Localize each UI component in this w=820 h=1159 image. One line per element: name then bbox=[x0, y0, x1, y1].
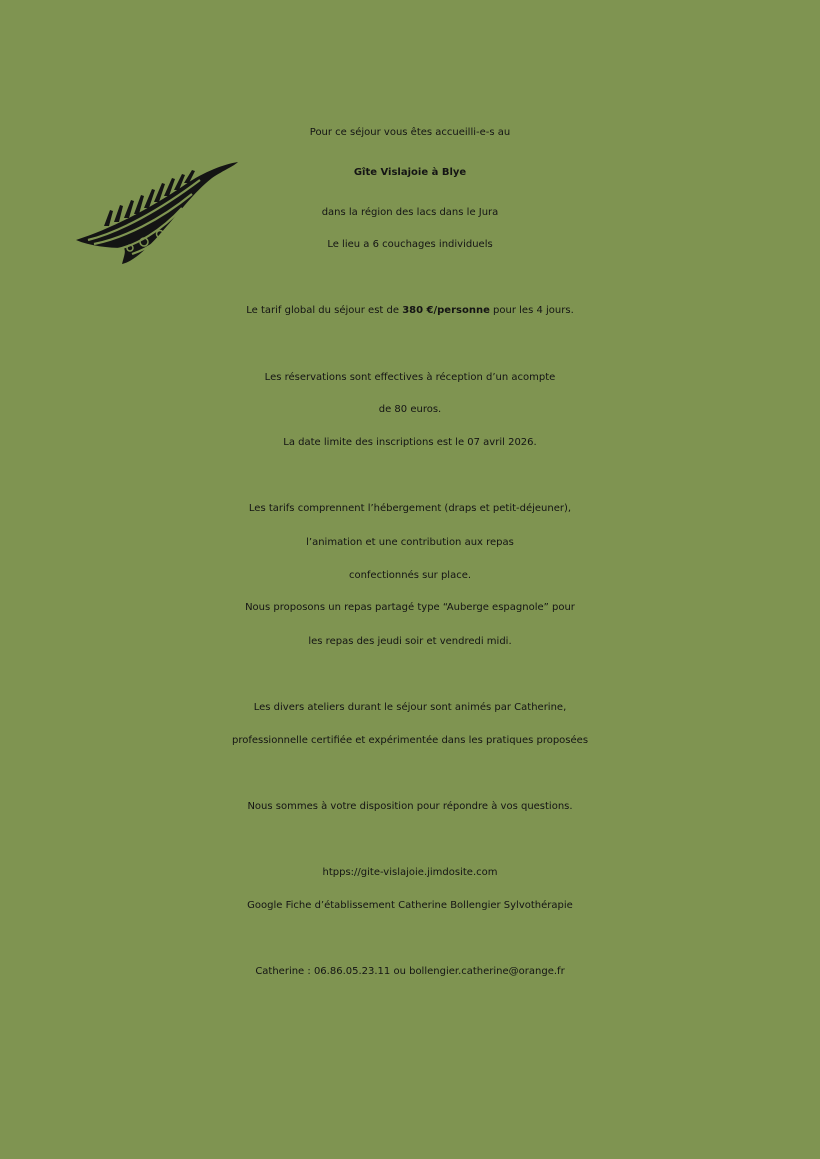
contact-text: Catherine : 06.86.05.23.11 ou bollengier.catherine@orange.fr bbox=[255, 966, 565, 977]
region-text: dans la région des lacs dans le Jura bbox=[321, 207, 499, 218]
included-line-2: l’animation et une contribution aux repas bbox=[306, 537, 514, 548]
included-line-5: les repas des jeudi soir et vendredi midi. bbox=[308, 636, 512, 647]
reservation-line-2: de 80 euros. bbox=[378, 404, 442, 415]
workshops-line-1: Les divers ateliers durant le séjour sont animés par Catherine, bbox=[253, 702, 567, 713]
beds-text: Le lieu a 6 couchages individuels bbox=[327, 239, 493, 250]
reservation-line-3: La date limite des inscriptions est le 07 avril 2026. bbox=[283, 437, 537, 448]
price-amount: 380 €/personne bbox=[402, 305, 490, 316]
reservation-line-1: Les réservations sont effectives à réception d’un acompte bbox=[264, 372, 556, 383]
page-title: Gîte Vislajoie à Blye bbox=[353, 167, 467, 178]
questions-text: Nous sommes à votre disposition pour répondre à vos questions. bbox=[247, 801, 573, 812]
price-after: pour les 4 jours. bbox=[489, 305, 574, 316]
google-listing-text: Google Fiche d’établissement Catherine Bollengier Sylvothérapie bbox=[247, 900, 573, 911]
intro-text: Pour ce séjour vous êtes accueilli-e-s au bbox=[309, 127, 511, 138]
included-line-4: Nous proposons un repas partagé type “Auberge espagnole” pour bbox=[245, 602, 575, 613]
included-line-3: confectionnés sur place. bbox=[348, 570, 472, 581]
workshops-line-2: professionnelle certifiée et expérimentée dans les pratiques proposées bbox=[231, 735, 589, 746]
price-line bbox=[0, 299, 820, 323]
website-link[interactable]: htpps://gite-vislajoie.jimdosite.com bbox=[322, 867, 498, 878]
included-line-1: Les tarifs comprennent l’hébergement (draps et petit-déjeuner), bbox=[248, 503, 572, 514]
price-before: Le tarif global du séjour est de bbox=[246, 305, 403, 316]
